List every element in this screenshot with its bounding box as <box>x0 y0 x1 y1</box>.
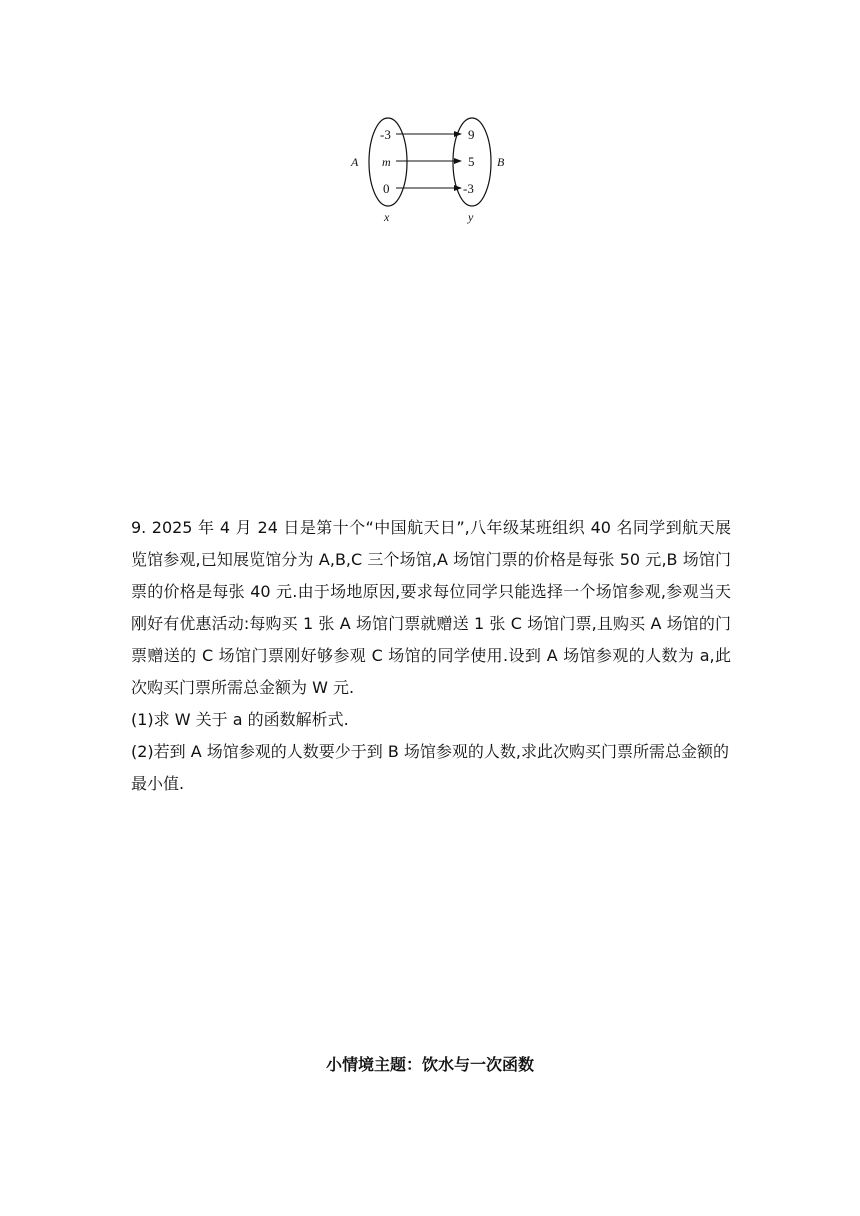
section-title: 小情境主题：饮水与一次函数 <box>325 1055 534 1074</box>
question-1: (1)求 W 关于 a 的函数解析式. <box>131 710 349 729</box>
y-label: y <box>468 210 474 224</box>
problem-9 <box>131 512 731 800</box>
codomain-element-2: 5 <box>468 154 475 169</box>
question-2: (2)若到 A 场馆参观的人数要少于到 B 场馆参观的人数,求此次购买门票所需总金额的最小值. <box>131 742 730 793</box>
domain-element-3: 0 <box>383 181 390 196</box>
mapping-diagram-svg <box>340 112 520 230</box>
problem-statement: 9. 2025 年 4 月 24 日是第十个“中国航天日”,八年级某班组织 40 名同学到航天展览馆参观,已知展览馆分为 A,B,C 三个场馆,A 场馆门票的价格是每张 50 元,B 场馆门票的价格是每张 40 元.由于场地原因,要求每位同学只能选择一个场馆参观,参观当天刚好有优惠活动:每购买 1 张 A 场馆门票就赠送 1 张 C 场馆门票,且购买 A 场馆的门票赠送的 C 场馆门票刚好够参观 C 场馆的同学使用.设到 A 场馆参观的人数为 a,此次购买门票所需总金额为 W 元. <box>131 518 731 697</box>
domain-element-1: -3 <box>380 127 391 142</box>
codomain-element-3: -3 <box>463 181 474 196</box>
codomain-element-1: 9 <box>468 127 475 142</box>
x-label: x <box>384 210 390 224</box>
mapping-diagram <box>340 112 520 230</box>
set-b-label: B <box>497 155 505 169</box>
domain-element-2: m <box>382 155 391 169</box>
set-a-label: A <box>351 155 359 169</box>
